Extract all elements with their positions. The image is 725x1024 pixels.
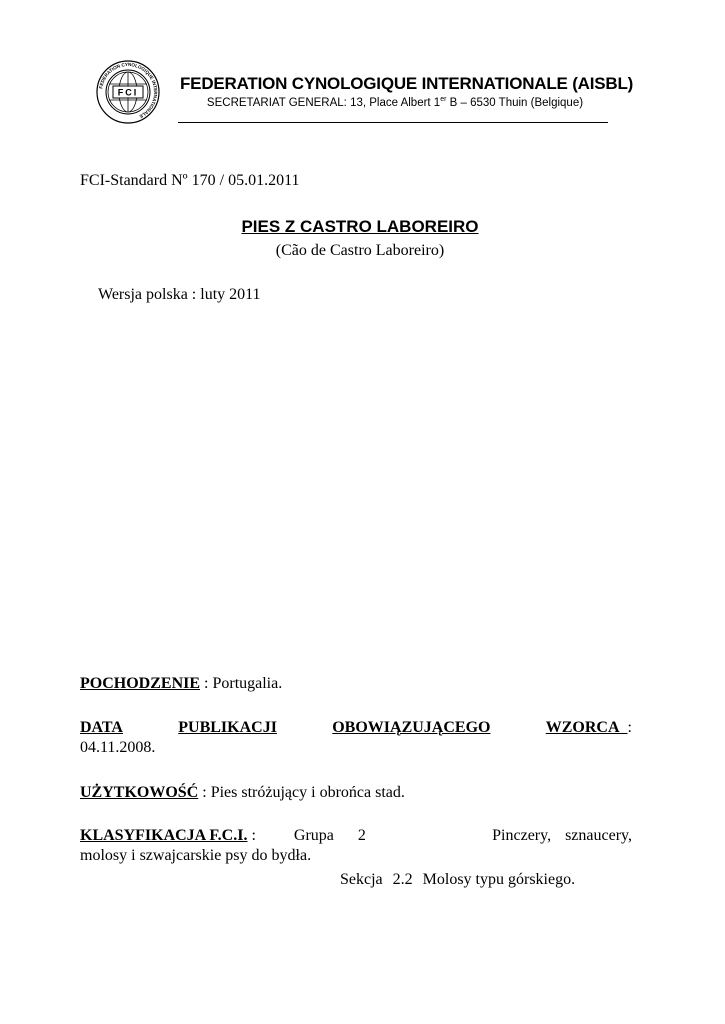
fci-logo — [96, 60, 160, 124]
group-description: Pinczery, sznaucery, — [492, 827, 632, 844]
publication-word-2: PUBLIKACJI — [178, 719, 277, 736]
section-label: Sekcja — [340, 871, 383, 888]
utility-value: : Pies stróżujący i obrońca stad. — [198, 784, 405, 801]
standard-number: FCI-Standard Nº 170 / 05.01.2011 — [80, 172, 300, 189]
logo-label: FCI — [117, 87, 139, 98]
federation-title: FEDERATION CYNOLOGIQUE INTERNATIONALE (AISBL) — [180, 74, 634, 93]
breed-title: PIES Z CASTRO LABOREIRO — [241, 217, 479, 236]
header-divider — [178, 122, 608, 123]
publication-word-1: DATA — [80, 719, 123, 736]
publication-colon: : — [627, 719, 632, 736]
group-description-cont: molosy i szwajcarskie psy do bydła. — [80, 847, 312, 864]
publication-date-block — [80, 718, 632, 758]
version-line: Wersja polska : luty 2011 — [98, 286, 261, 303]
secretariat-address: SECRETARIAT GENERAL: 13, Place Albert 1er B – 6530 Thuin (Belgique) — [206, 96, 584, 109]
logo-ring-text: FEDERATION CYNOLOGIQUE INTERNATIONALE — [98, 61, 159, 120]
group-number: 2 — [357, 827, 366, 844]
section-line — [340, 871, 575, 889]
group-label: Grupa — [293, 827, 334, 844]
publication-word-3: OBOWIĄZUJĄCEGO — [332, 719, 491, 736]
origin-label: POCHODZENIE — [80, 675, 201, 692]
breed-original-name: (Cão de Castro Laboreiro) — [275, 242, 445, 259]
utility-label: UŻYTKOWOŚĆ — [80, 784, 199, 801]
publication-word-4: WZORCA — [545, 719, 620, 736]
classification-label: KLASYFIKACJA F.C.I. — [80, 827, 248, 844]
publication-date: 04.11.2008. — [80, 739, 156, 756]
section-number: 2.2 — [392, 871, 413, 888]
section-description: Molosy typu górskiego. — [422, 871, 576, 888]
origin-line — [80, 674, 282, 694]
utility-line — [80, 783, 405, 803]
classification-block: KLASYFIKACJA F.C.I. : Grupa 2 Pinczery, sznaucery, molosy i szwajcarskie psy do bydła. — [80, 827, 632, 864]
origin-value: : Portugalia. — [200, 675, 283, 692]
